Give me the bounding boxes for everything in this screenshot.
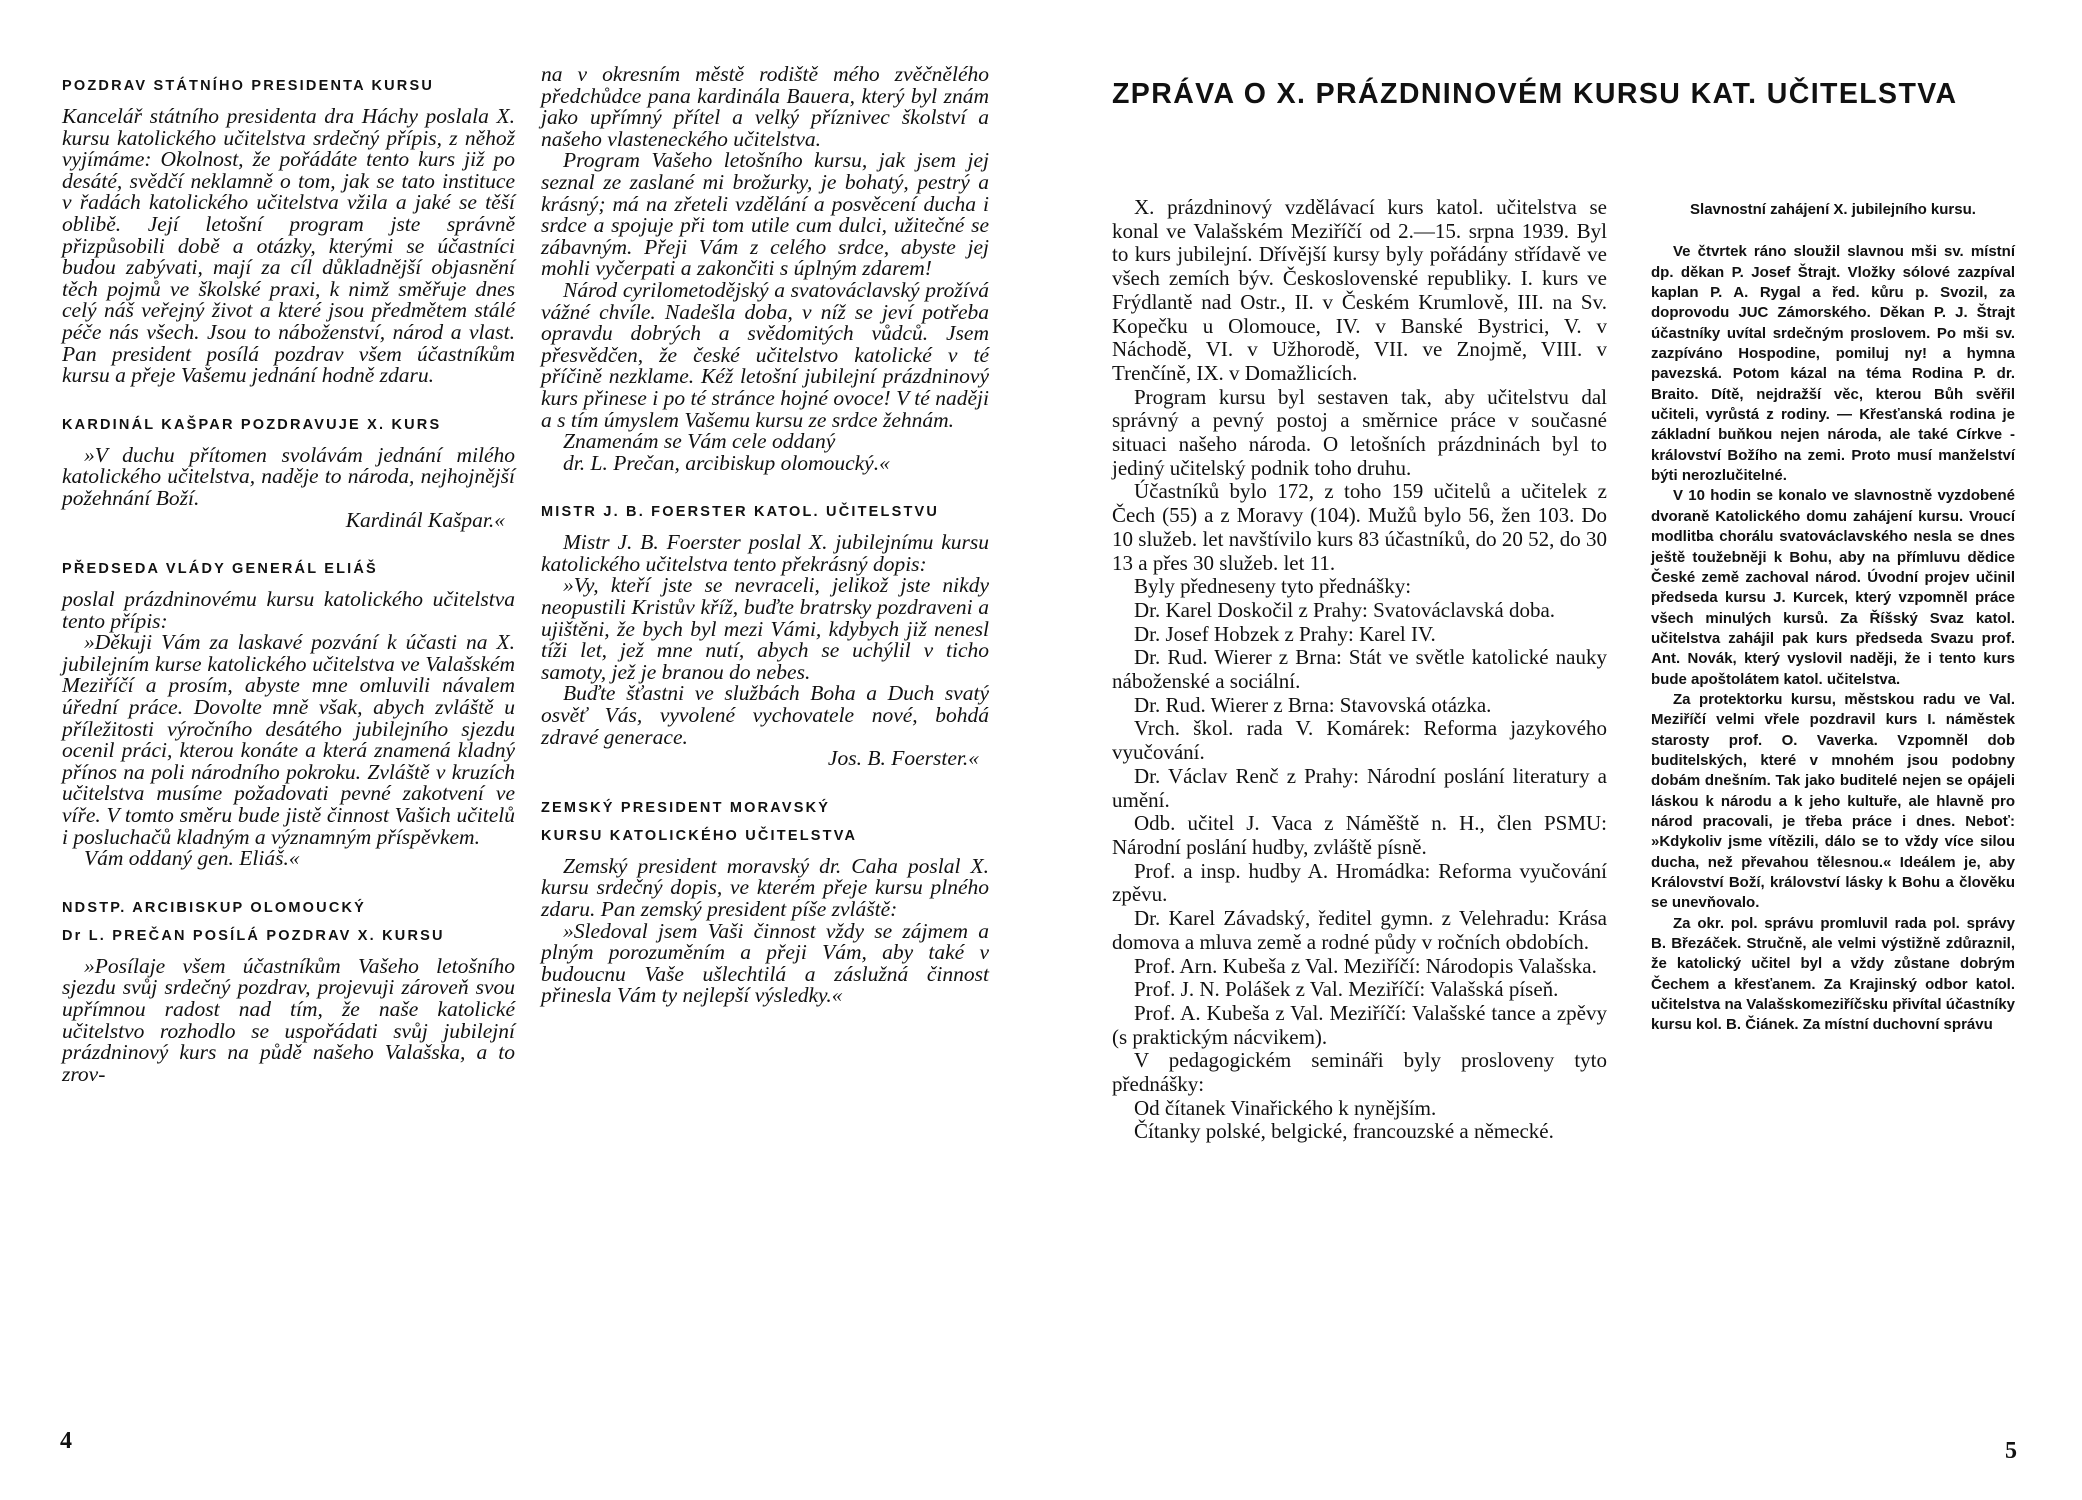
paragraph: dr. L. Prečan, arcibiskup olomoucký.« <box>563 450 890 475</box>
article-title: ZPRÁVA O X. PRÁZDNINOVÉM KURSU KAT. UČITELSTVA <box>1112 78 1958 110</box>
paragraph: Národ cyrilometodějský a svatováclavský prožívá vážné chvíle. Nadešla doba, v níž se jeví potřeba opravdu dobrých a svědomitých vůdců. Jsem přesvědčen, že české učitelstvo katolické v té příčině nezklame. Kéž letošní jubilejní prázdninový kurs přinese i po té stránce hojné ovoce! V té naději a s tím úmyslem Vašemu kursu ze srdce žehnám. <box>541 277 989 432</box>
report-paragraph: Dr. Karel Doskočil z Prahy: Svatováclavská doba. <box>1134 597 1556 622</box>
report-paragraph: Za okr. pol. správu promluvil rada pol. správy B. Březáček. Stručně, ale velmi výstižně zdůraznil, že katolický učitel byl a vždy zůstane dobrým Čechem a křesťanem. Za Krajinský odbor katol. učitelstva na Valašskomeziříčsku přivítal účastníky kursu kol. B. Čiánek. Za místní duchovní správu <box>1651 914 2015 1034</box>
section-heading: KARDINÁL KAŠPAR POZDRAVUJE X. KURS <box>62 416 442 433</box>
paragraph: Zemský president moravský dr. Caha poslal X. kursu srdečný dopis, ve kterém přeje kursu plného zdaru. Pan zemský president píše zvláště: <box>541 853 989 921</box>
section-heading: PŘEDSEDA VLÁDY GENERÁL ELIÁŠ <box>62 561 378 578</box>
report-paragraph: Vrch. škol. rada V. Komárek: Reforma jazykového vyučování. <box>1112 716 1607 765</box>
report-paragraph: V 10 hodin se konalo ve slavnostně vyzdobené dvoraně Katolického domu zahájení kursu. Vroucí modlitba chorálu svatováclavského nesla se dnes ještě toužebněji k Bohu, aby na přímluvu dědice České země zachoval národ. Úvodní projev učinil předseda kursu J. Kurcek, který vzpomněl práce všech minulých kursů. Za Říšský Svaz katol. učitelstva zahájil pak kurs předseda Svazu prof. Ant. Novák, který vyslovil naději, že i tento kurs bude apoštolátem katol. učitelstva. <box>1651 487 2015 688</box>
report-paragraph: Prof. J. N. Polášek z Val. Meziříčí: Valašská píseň. <box>1134 977 1559 1002</box>
report-paragraph: V pedagogickém semináři byly prosloveny tyto přednášky: <box>1112 1048 1607 1097</box>
paragraph: »Děkuji Vám za laskavé pozvání k účasti na X. jubilejním kurse katolického učitelstva ve Valašském Meziříčí a prosím, abyste mne omluvili návalem úřední práce. Dovolte mně však, abych zvláště u příležitosti výročního desátého jubilejního sjezdu ocenil práci, kterou konáte a která znamená kladný přínos na poli národního pokroku. Zvláště v kruzích učitelstva musíme požadovati pevné zakotvení ve víře. V tomto směru bude jistě činnost Vašich učitelů i posluchačů kladným a významným příspěvkem. <box>62 630 515 849</box>
paragraph: »Sledoval jsem Vaši činnost vždy se zájmem a plným porozuměním a přeji Vám, aby také v budoucnu Vaše ušlechtilá a záslužná činnost přinesla Vám ty nejlepší výsledky.« <box>541 918 989 1008</box>
paragraph: »Posílaje všem účastníkům Vašeho letošního sjezdu svůj srdečný pozdrav, projevuji zároveň svou upřímnou radost nad tím, že naše katolické učitelstvo rozhodlo se uspořádati svůj jubilejní prázdninový kurs na půdě našeho Valašska, a to zrov- <box>62 953 515 1086</box>
paragraph: Mistr J. B. Foerster poslal X. jubilejnímu kursu katolického učitelstva tento překrásný dopis: <box>541 530 989 576</box>
left-page-column-1 <box>62 78 515 1085</box>
report-paragraph: Prof. A. Kubeša z Val. Meziříčí: Valašské tance a zpěvy (s praktickým nácvikem). <box>1112 1000 1607 1049</box>
paragraph: »V duchu přítomen svolávám jednání milého katolického učitelstva, naděje to národa, nejhojnější požehnání Boží. <box>62 442 515 510</box>
section-heading: Dr L. PREČAN POSÍLÁ POZDRAV X. KURSU <box>62 927 445 944</box>
report-paragraph: Prof. a insp. hudby A. Hromádka: Reforma vyučování zpěvu. <box>1112 858 1607 907</box>
section-heading: POZDRAV STÁTNÍHO PRESIDENTA KURSU <box>62 78 435 94</box>
paragraph: Program Vašeho letošního kursu, jak jsem jej seznal ze zaslané mi brožurky, je bohatý, pestrý a krásný; má na zřeteli vzdělání a posvěcení ducha i srdce a spojuje při tom utile cum dulci, užitečné se zábavným. Přeji Vám z celého srdce, abyste jej mohli vyčerpati a zakončiti s úplným zdarem! <box>541 148 989 281</box>
report-paragraph: Čítanky polské, belgické, francouzské a německé. <box>1134 1119 1554 1144</box>
paragraph: poslal prázdninovému kursu katolického učitelstva tento přípis: <box>62 587 515 633</box>
report-paragraph: Byly předneseny tyto přednášky: <box>1134 574 1412 599</box>
report-paragraph: Za protektorku kursu, městskou radu ve Val. Meziříčí velmi vřele pozdravil kurs I. náměstek starosty prof. O. Vaverka. Vzpomněl dob buditelských, které v mnohém jsou podobny dobám dnešním. Tak jako buditelé nejen se opájeli láskou k národu a k jeho kultuře, ale hlavně pro národ pracovali, je třeba práce i dnes. Neboť: »Kdykoliv jsme vítězili, dálo se to vždy více silou ducha, než převahou tělesnou.« Ideálem je, aby Království Boží, království lásky k Bohu a člověku se unevňovalo. <box>1651 690 2015 912</box>
report-paragraph: Dr. Rud. Wierer z Brna: Stavovská otázka. <box>1134 692 1492 717</box>
paragraph: Znamenám se Vám cele oddaný <box>563 429 836 454</box>
paragraph: na v okresním městě rodiště mého zvěčnělého předchůdce pana kardinála Bauera, který byl znám jako upřímný přítel a velký příznivec školství a našeho vlasteneckého učitelstva. <box>541 62 989 151</box>
right-page-column-1 <box>1112 196 1607 1144</box>
report-paragraph: Dr. Josef Hobzek z Prahy: Karel IV. <box>1134 621 1436 646</box>
report-paragraph: Dr. Václav Renč z Prahy: Národní poslání literatury a umění. <box>1112 763 1607 812</box>
paragraph: Kancelář státního presidenta dra Háchy poslala X. kursu katolického učitelstva srdečný přípis, z něhož vyjímáme: Okolnost, že pořádáte tento kurs již po desáté, svědčí neklamně o tom, jak se tato instituce v řadách katolického učitelstva vžila a jaké se těší oblibě. Její letošní program jste správně přizpůsobili době a otázky, kterými se účastníci budou zabývati, mají za cíl důkladnější objasnění těch pojmů ve školské praxi, k nimž směřuje dnes celý náš veřejný život a které jsou předmětem stálé péče nás všech. Jsou to náboženství, národ a vlast. Pan president posílá pozdrav všem účastníkům kursu a přeje Vašemu jednání hodně zdaru. <box>62 104 515 388</box>
report-paragraph: Dr. Rud. Wierer z Brna: Stát ve světle katolické nauky náboženské a sociální. <box>1112 645 1607 694</box>
report-paragraph: Ve čtvrtek ráno sloužil slavnou mši sv. místní dp. děkan P. Josef Štrajt. Vložky sólové zazpíval kaplan P. A. Rygal a řed. kůru p. Svozil, za doprovodu JUC Zámorského. Děkan P. J. Štrajt účastníky uvítal srdečným proslovem. Po mši sv. zazpíváno Hospodine, pomiluj ny! a hymna pavezská. Potom kázal na téma Rodina P. dr. Braito. Dítě, nejdražší věc, kterou Bůh svěřil učiteli, vyrůstá z rodiny. — Křesťanská rodina je základní buňkou nejen národa, ale také Církve - království Božího na zemi. Proto musí manželství býti nerozlučitelné. <box>1651 243 2015 485</box>
report-paragraph: Od čítanek Vinařického k nynějším. <box>1134 1095 1437 1120</box>
page-number-left: 4 <box>60 1428 72 1454</box>
paragraph: »Vy, kteří jste se nevraceli, jelikož jste nikdy neopustili Kristův kříž, buďte bratrsky pozdraveni a ujištěni, že bych byl mezi Vámi, kdybych již nenesl tíži let, jež mne nutí, abych se uchýlil v ticho samoty, jež je branou do nebes. <box>541 573 989 684</box>
page-number-right: 5 <box>2005 1438 2017 1464</box>
section-heading: ZEMSKÝ PRESIDENT MORAVSKÝ <box>541 799 831 816</box>
signature-line: Jos. B. Foerster.« <box>827 746 979 771</box>
section-heading: Slavnostní zahájení X. jubilejního kursu. <box>1690 201 1976 218</box>
report-paragraph: X. prázdninový vzdělávací kurs katol. učitelstva se konal ve Valašském Meziříčí od 2.—15. srpna 1939. Byl to kurs jubilejní. Dřívější kursy byly pořádány střídavě ve všech zemích býv. Československé republiky. I. kurs ve Frýdlantě nad Ostr., II. v Českém Krumlově, III. na Sv. Kopečku u Olomouce, IV. v Banské Bystrici, V. v Náchodě, VI. v Užhorodě, VII. ve Znojmě, VIII. v Trenčíně, IX. v Domažlicích. <box>1112 195 1607 385</box>
section-heading: NDSTP. ARCIBISKUP OLOMOUCKÝ <box>62 899 367 916</box>
report-paragraph: Odb. učitel J. Vaca z Náměště n. H., člen PSMU: Národní poslání hudby, zvláště písně. <box>1112 811 1607 859</box>
report-paragraph: Účastníků bylo 172, z toho 159 učitelů a učitelek z Čech (55) a z Moravy (104). Mužů bylo 56, žen 103. Do 10 služeb. let navštívilo kurs 83 účastníků, do 20 52, do 30 13 a přes 30 služeb. let 11. <box>1112 479 1607 575</box>
left-page-column-2 <box>541 64 989 1007</box>
report-paragraph: Prof. Arn. Kubeša z Val. Meziříčí: Národopis Valašska. <box>1134 953 1597 978</box>
report-paragraph: Program kursu byl sestaven tak, aby učitelstvu dal správný a pevný postoj a směrnice práce v současné situaci našeho národa. O letošních prázdninách byl to jediný učitelský podnik toho druhu. <box>1112 384 1607 480</box>
signature-line: Kardinál Kašpar.« <box>345 507 505 532</box>
paragraph: Buďte šťastni ve službách Boha a Duch svatý osvěť Vás, vyvolené vychovatele nové, bohdá zdravé generace. <box>541 681 989 749</box>
report-paragraph: Dr. Karel Závadský, ředitel gymn. z Velehradu: Krása domova a mluva země a rodné půdy v ročních obdobích. <box>1112 906 1607 954</box>
section-heading: MISTR J. B. FOERSTER KATOL. UČITELSTVU <box>541 504 940 521</box>
paragraph: Vám oddaný gen. Eliáš.« <box>84 846 300 871</box>
right-page-column-2 <box>1651 200 2015 1036</box>
section-heading: KURSU KATOLICKÉHO UČITELSTVA <box>541 827 858 844</box>
